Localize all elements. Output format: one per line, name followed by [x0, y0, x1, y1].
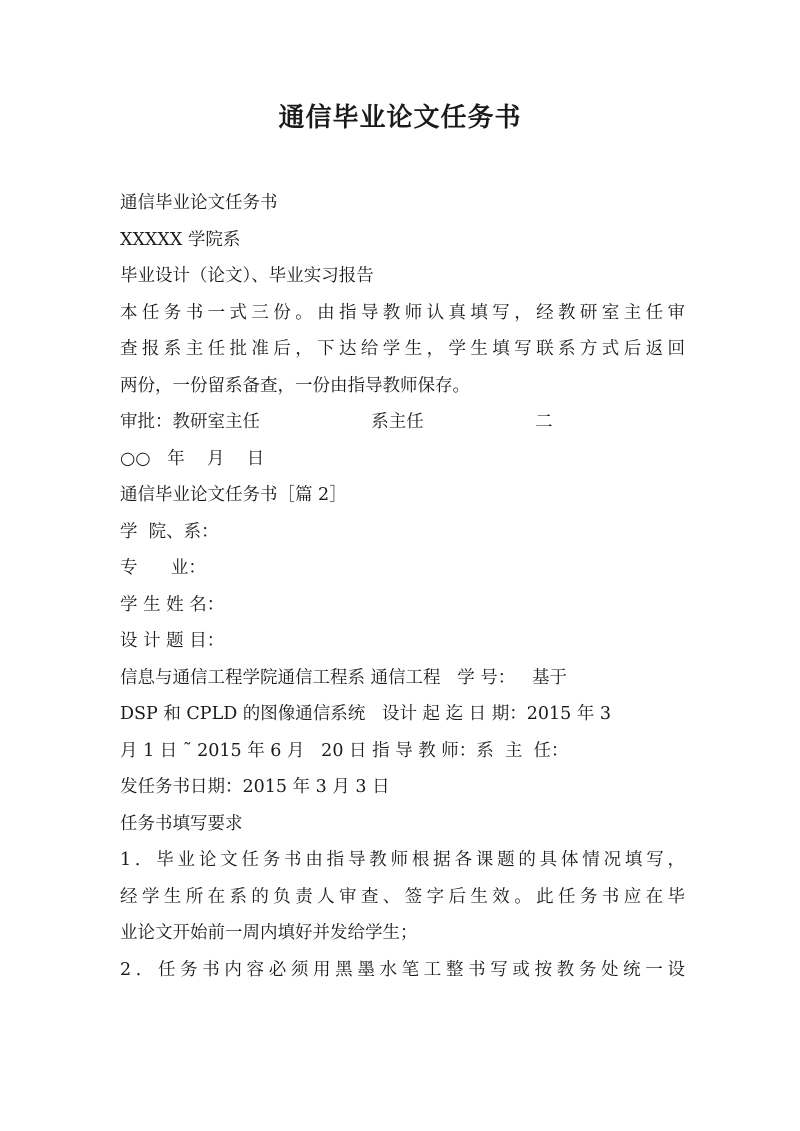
body-line-requirement-1c: 业论文开始前一周内填好并发给学生； [120, 923, 418, 943]
body-line-instructions-2: 查报系主任批准后，下达给学生，学生填写联系方式后返回 [120, 339, 685, 359]
body-line-topic-field: 设 计 题 目： [120, 631, 225, 651]
body-line-instructions-3: 两份，一份留系备查，一份由指导教师保存。 [120, 375, 470, 396]
body-line-college-field: 学 院、系： [120, 521, 219, 542]
body-line-part2-heading: 通信毕业论文任务书［篇 2］ [120, 485, 347, 505]
body-line-date: ○○ 年 月 日 [120, 448, 265, 469]
body-line-issue-date: 发任务书日期：2015 年 3 月 3 日 [120, 777, 390, 797]
body-line-requirement-2a: 2．任务书内容必须用黑墨水笔工整书写或按教务处统一设 [120, 959, 685, 980]
body-line-details-3: 月 1 日 ˜ 2015 年 6 月 20 日 指 导 教 师：系 主 任： [120, 740, 569, 761]
body-line-requirement-1b: 经学生所在系的负责人审查、签字后生效。此任务书应在毕 [120, 886, 685, 907]
body-line-instructions-1: 本任务书一式三份。由指导教师认真填写，经教研室主任审 [120, 302, 685, 323]
document-body [120, 185, 685, 988]
body-line-report-type: 毕业设计（论文）、毕业实习报告 [120, 266, 374, 286]
body-line-requirements-heading: 任务书填写要求 [120, 813, 243, 834]
body-line-details-2: DSP 和 CPLD 的图像通信系统 设计 起 迄 日 期：2015 年 3 [120, 704, 612, 724]
body-line-approval: 审批：教研室主任 系主任 二 [120, 412, 553, 432]
body-line-student-name-field: 学 生 姓 名： [120, 594, 225, 615]
body-line-details-1: 信息与通信工程学院通信工程系 通信工程 学 号： 基于 [120, 667, 568, 688]
body-line-requirement-1a: 1．毕业论文任务书由指导教师根据各课题的具体情况填写， [120, 850, 685, 870]
body-line-subtitle: 通信毕业论文任务书 [120, 193, 278, 213]
body-line-college: XXXXX 学院系 [120, 229, 241, 250]
body-line-major-field: 专 业： [120, 558, 206, 578]
page-title: 通信毕业论文任务书 [278, 103, 522, 133]
